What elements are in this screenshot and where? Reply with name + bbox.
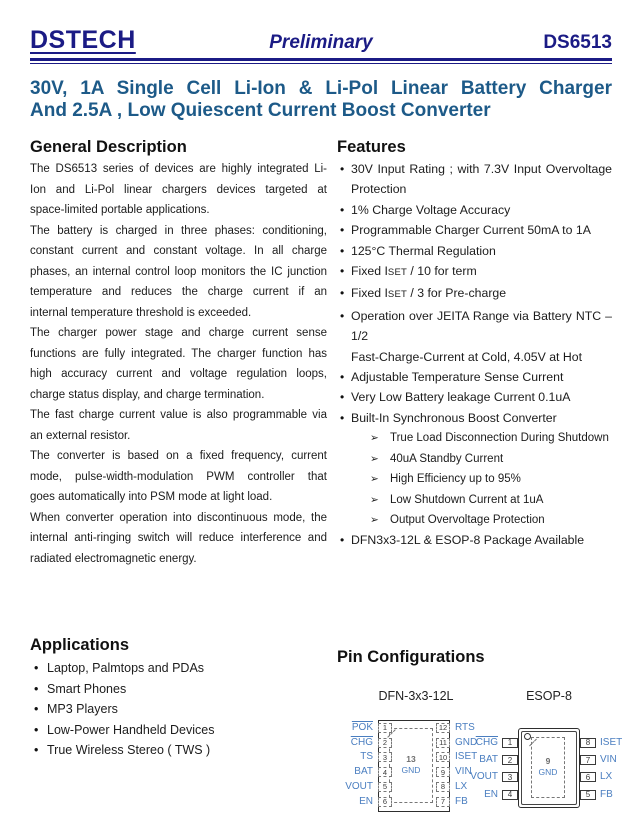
pin-label: TS	[360, 751, 373, 763]
pin-label: RTS	[455, 721, 475, 733]
pin-label: VOUT	[470, 771, 498, 783]
pin-label: LX	[455, 780, 468, 792]
description-paragraph	[30, 323, 327, 405]
description-line: high accuracy current and voltage regulation loops,	[30, 368, 327, 380]
description-line: The converter is based on a fixed frequency, current	[30, 450, 327, 462]
description-line: When converter operation into discontinuous mode, the	[30, 511, 327, 524]
thermal-pad-label: GND	[538, 767, 558, 778]
right-column	[337, 137, 623, 822]
pin-number-box: 3	[378, 752, 392, 762]
feature-line	[351, 283, 612, 305]
feature-item	[337, 283, 612, 305]
pin-label: $\overline{CHG}$	[475, 736, 498, 748]
feature-item	[337, 367, 612, 387]
pin-number-box: 1	[502, 738, 518, 748]
feature-line: • DFN3x3-12L & ESOP-8 Package Available	[351, 533, 585, 548]
feature-item	[337, 387, 612, 407]
description-line: Ion and Li-Pol linear chargers devices targeted at	[30, 183, 327, 196]
thermal-pad-label: GND	[401, 765, 421, 776]
pin-label: GND	[455, 736, 478, 748]
left-column	[30, 137, 327, 822]
document-title-line1: 30V, 1A Single Cell Li-Ion & Li-Pol Linear Battery Charger	[30, 78, 612, 99]
pin-number-box: 12	[436, 723, 450, 733]
feature-line: • Very Low Battery leakage Current 0.1uA	[351, 390, 571, 405]
feature-line: • Adjustable Temperature Sense Current	[351, 370, 564, 385]
pin-number-box: 4	[502, 790, 518, 800]
application-item: • Smart Phones	[30, 679, 327, 700]
pin-label: LX	[600, 771, 613, 783]
feature-item	[337, 530, 612, 550]
feature-item	[337, 220, 612, 240]
description-line: internal anti-ringing switch will reduce interference and	[30, 532, 327, 544]
pin-configurations-heading: Pin Configurations	[337, 647, 485, 666]
page-header	[0, 0, 640, 64]
feature-item	[337, 241, 612, 261]
feature-text-post: / 3 for Pre-charge	[406, 286, 507, 301]
feature-text-pre: Fixed I	[351, 286, 388, 301]
feature-text-smallcap: SET	[387, 267, 407, 279]
pin1-marker-icon	[524, 733, 531, 740]
feature-subitem: ➢ Output Overvoltage Protection	[337, 510, 612, 530]
feature-item	[337, 261, 612, 283]
description-line: The DS6513 series of devices are highly integrated Li-	[30, 163, 327, 175]
pin-label: VIN	[455, 766, 472, 778]
pin-number-box: 8	[580, 738, 596, 748]
application-item: • Laptop, Palmtops and PDAs	[30, 658, 327, 679]
description-line: phases, an internal control loop monitors the IC junction	[30, 265, 327, 278]
description-line: internal temperature threshold is exceeded.	[30, 306, 252, 319]
pin-number-box: 10	[436, 752, 450, 762]
pin-number-box: 11	[436, 738, 450, 748]
document-status: Preliminary	[269, 32, 373, 53]
header-rule	[30, 58, 612, 64]
feature-subitem: ➢ Low Shutdown Current at 1uA	[337, 490, 612, 510]
pin-label: FB	[600, 788, 613, 800]
thermal-pad-number: 9	[545, 756, 551, 767]
description-line: The fast charge current value is also programmable via	[30, 409, 327, 421]
pin-diagram-area	[337, 667, 623, 822]
pin-label: $\overline{POK}$	[351, 721, 373, 733]
feature-item	[337, 200, 612, 220]
feature-item	[337, 159, 612, 200]
pin-number-box: 5	[378, 782, 392, 792]
pin-number-box: 3	[502, 772, 518, 782]
content-columns	[30, 137, 623, 822]
package-title: DFN-3x3-12L	[378, 688, 454, 703]
description-line: charge status display, and charge termination.	[30, 388, 265, 401]
pin-number-box: 7	[436, 797, 450, 807]
pin-label: $\overline{CHG}$	[350, 736, 373, 748]
application-item: • True Wireless Stereo ( TWS )	[30, 740, 327, 761]
description-line: space-limited portable applications.	[30, 204, 210, 216]
feature-subitem: ➢ True Load Disconnection During Shutdown	[337, 428, 612, 448]
description-line: goes automatically into PSM mode at light load.	[30, 491, 273, 503]
pin-number-box: 4	[378, 767, 392, 777]
thermal-pad	[531, 737, 565, 798]
description-line: temperature and reduces the charge current if an	[30, 286, 327, 298]
thermal-pad-number: 13	[406, 754, 416, 765]
feature-text-pre: Fixed I	[351, 264, 388, 279]
pin-label: VOUT	[345, 780, 373, 792]
applications-section	[30, 635, 327, 761]
pin-label: ISET	[455, 751, 478, 763]
pin-number-box: 6	[378, 797, 392, 807]
feature-item	[337, 306, 612, 367]
pin-label: ISET	[600, 736, 623, 748]
applications-heading: Applications	[30, 636, 130, 654]
feature-text-post: / 10 for term	[406, 264, 477, 279]
description-line: radiated electromagnetic energy.	[30, 552, 197, 565]
feature-line: Fast-Charge-Current at Cold, 4.05V at Hot	[351, 349, 583, 364]
description-line: mode, pulse-width-modulation PWM controller that	[30, 470, 327, 483]
application-item: • Low-Power Handheld Devices	[30, 720, 327, 741]
pin-number-box: 5	[580, 790, 596, 800]
description-line: an external resistor.	[30, 429, 131, 442]
description-paragraph	[30, 221, 327, 324]
feature-subitem: ➢ 40uA Standby Current	[337, 449, 612, 469]
feature-line: • 1% Charge Voltage Accuracy	[351, 202, 511, 217]
feature-line: • Programmable Charger Current 50mA to 1A	[351, 223, 591, 238]
thermal-pad	[389, 728, 433, 803]
description-line: The charger power stage and charge current sense	[30, 327, 327, 339]
pin-number-box: 1	[378, 723, 392, 733]
pin-number-box: 7	[580, 755, 596, 765]
pin-label: EN	[484, 788, 498, 800]
feature-line	[351, 261, 612, 283]
feature-text-smallcap: SET	[387, 289, 407, 301]
description-paragraph	[30, 508, 327, 570]
package-title: ESOP-8	[526, 688, 572, 703]
applications-list	[30, 658, 327, 761]
pin-configurations-section	[337, 647, 623, 822]
part-number: DS6513	[543, 32, 612, 53]
pin-number-box: 2	[378, 738, 392, 748]
description-paragraph	[30, 159, 327, 221]
pin-label: VIN	[600, 754, 617, 766]
pin-label: EN	[359, 795, 373, 807]
feature-line: • 30V Input Rating ; with 7.3V Input Overvoltage	[351, 162, 612, 176]
document-title-line2: And 2.5A , Low Quiescent Current Boost Converter	[30, 99, 491, 121]
document-title	[30, 78, 612, 121]
feature-item	[337, 408, 612, 428]
pin-label: BAT	[354, 766, 373, 778]
feature-subitem: ➢ High Efficiency up to 95%	[337, 469, 612, 489]
general-description-heading: General Description	[30, 138, 187, 156]
features-heading: Features	[337, 138, 406, 156]
pin-label: FB	[455, 795, 468, 807]
pin-label: BAT	[479, 754, 498, 766]
feature-line: Protection	[351, 182, 407, 197]
pin-number-box: 2	[502, 755, 518, 765]
header-row	[30, 26, 612, 55]
general-description-body	[30, 159, 327, 569]
description-line: functions are fully integrated. The charger function has	[30, 347, 327, 360]
description-paragraph	[30, 405, 327, 446]
pin-number-box: 9	[436, 767, 450, 777]
description-line: constant current and constant voltage. In all charge	[30, 245, 327, 257]
pin-number-box: 8	[436, 782, 450, 792]
company-logo: DSTECH	[30, 26, 136, 54]
feature-line: • Built-In Synchronous Boost Converter	[351, 410, 557, 425]
feature-line: • 125°C Thermal Regulation	[351, 243, 496, 258]
header-rule-thin	[30, 63, 612, 65]
application-item: • MP3 Players	[30, 699, 327, 720]
pin-number-box: 6	[580, 772, 596, 782]
description-line: The battery is charged in three phases: conditioning,	[30, 224, 327, 237]
feature-line: • Operation over JEITA Range via Battery NTC – 1/2	[351, 308, 612, 344]
features-list	[337, 159, 612, 551]
description-paragraph	[30, 446, 327, 508]
